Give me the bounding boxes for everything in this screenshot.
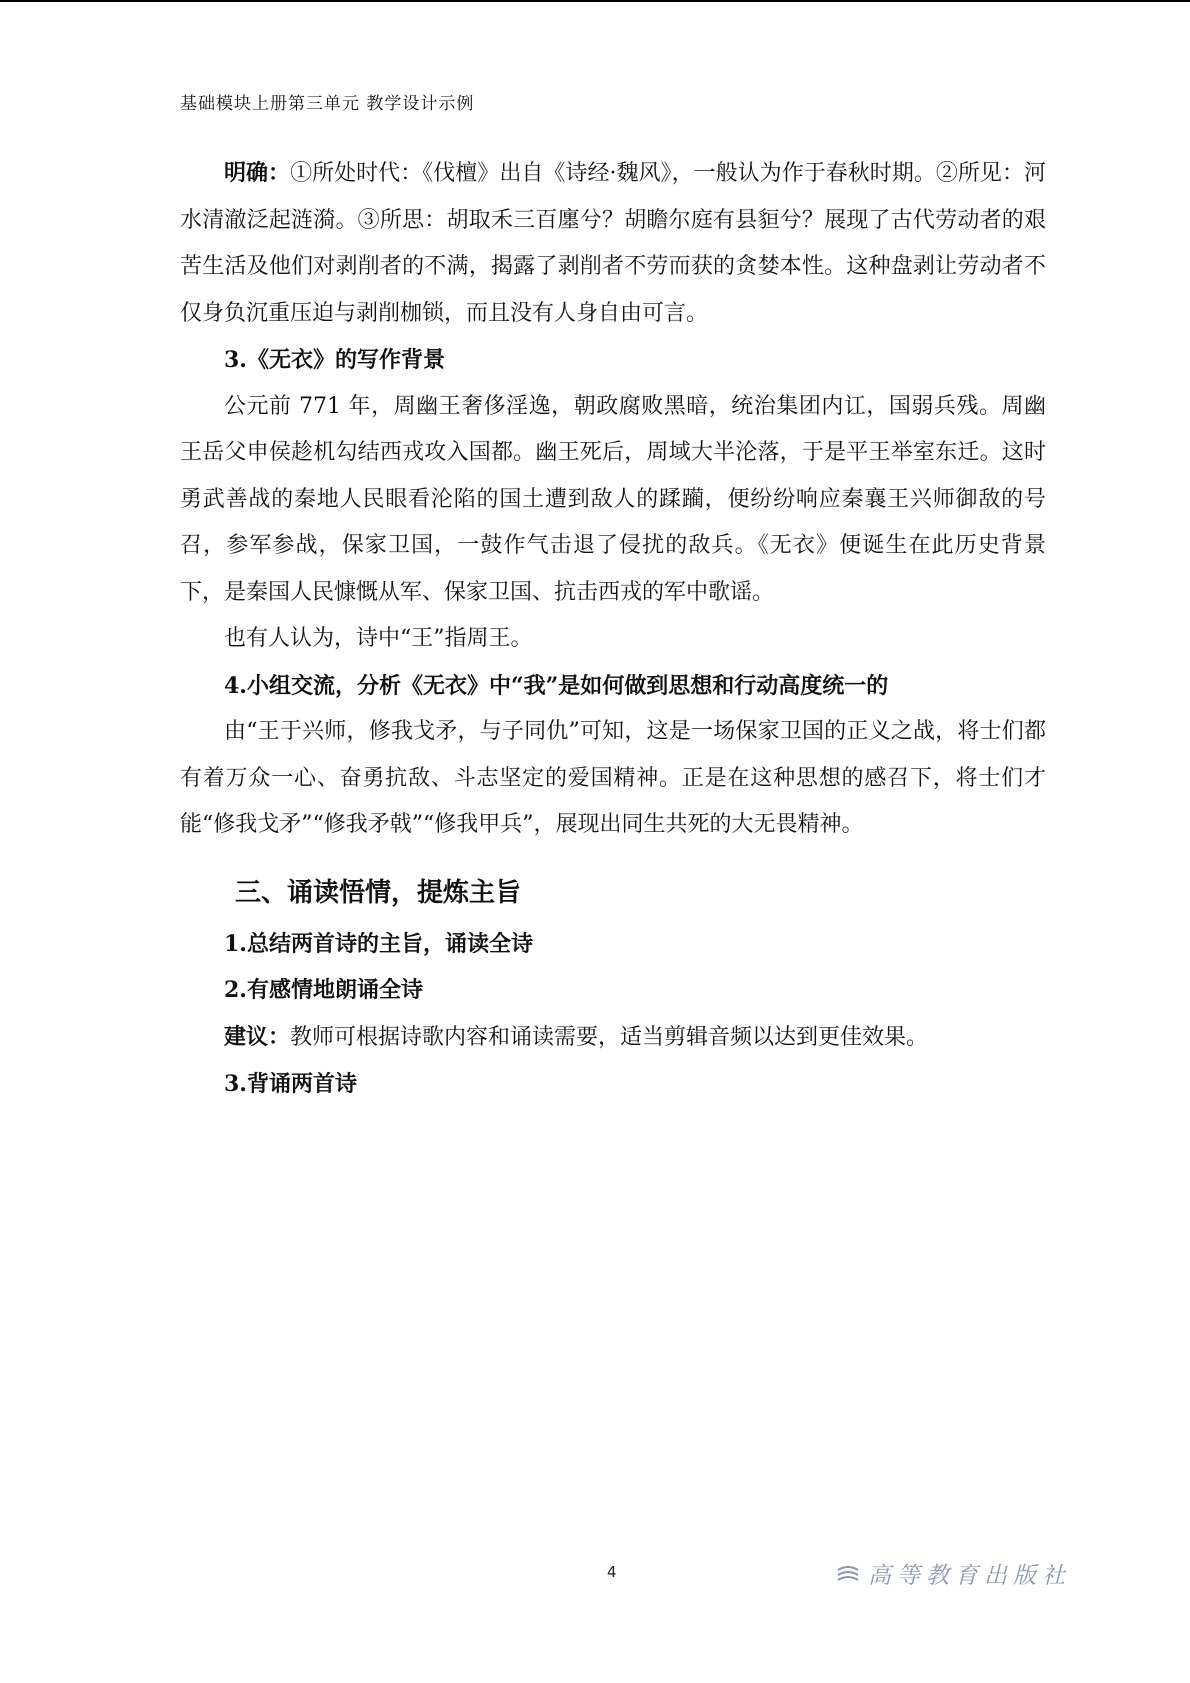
top-rule (0, 0, 1190, 2)
list-item-memorize: 3.背诵两首诗 (224, 1071, 357, 1097)
list-item-summary: 1.总结两首诗的主旨，诵读全诗 (224, 930, 533, 957)
suggestion-text: 教师可根据诗歌内容和诵读需要，适当剪辑音频以达到更佳效果。 (290, 1024, 929, 1050)
suggestion-label: 建议： (224, 1023, 291, 1050)
publisher-logo-icon (836, 1563, 860, 1585)
answer-text: ①所处时代：《伐檀》出自《诗经·魏风》，一般认为作于春秋时期。②所见：河水清澈泛起涟漪。③所思：胡取禾三百廛兮？胡瞻尔庭有县貆兮？展现了古代劳动者的艰苦生活及他们对剥削者的不满，揭露了剥削者不劳而获的贪婪本性。这种盘剥让劳动者不仅身负沉重压迫与剥削枷锁，而且没有人身自由可言。 (180, 161, 1046, 326)
paragraph-alternative-view: 也有人认为，诗中“王”指周王。 (224, 626, 533, 651)
paragraph-background: 公元前 771 年，周幽王奢侈淫逸，朝政腐败黑暗，统治集团内讧，国弱兵残。周幽王岳父申侯趁机勾结西戎攻入国都。幽王死后，周域大半沦落，于是平王举室东迁。这时勇武善战的秦地人民眼看沦陷的国土遭到敌人的蹂躏，便纷纷响应秦襄王兴师御敌的号召，参军参战，保家卫国，一鼓作气击退了侵扰的敌兵。《无衣》便诞生在此历史背景下，是秦国人民慷慨从军、保家卫国、抗击西戎的军中歌谣。 (180, 393, 1046, 605)
heading-group-discussion: 4.小组交流，分析《无衣》中“我”是如何做到思想和行动高度统一的 (224, 672, 889, 699)
running-header: 基础模块上册第三单元 教学设计示例 (180, 94, 475, 114)
section-title: 三、诵读悟情，提炼主旨 (235, 877, 522, 908)
paragraph-discussion: 由“王于兴师，修我戈矛，与子同仇”可知，这是一场保家卫国的正义之战，将士们都有着万众一心、奋勇抗敌、斗志坚定的爱国精神。正是在这种思想的感召下，将士们才能“修我戈矛”“修我矛戟”“修我甲兵”，展现出同生共死的大无畏精神。 (180, 719, 1046, 837)
paragraph-suggestion (180, 1014, 1046, 1062)
page-number: 4 (607, 1563, 617, 1581)
list-item-recitation: 2.有感情地朗诵全诗 (224, 977, 423, 1003)
paragraph-answer (180, 150, 1046, 337)
answer-label: 明确： (224, 160, 291, 186)
publisher-mark (836, 1557, 1071, 1590)
publisher-name: 高等教育出版社 (868, 1563, 1071, 1589)
page-content (180, 150, 1046, 1108)
heading-wuyi-background: 3.《无衣》的写作背景 (224, 347, 445, 373)
